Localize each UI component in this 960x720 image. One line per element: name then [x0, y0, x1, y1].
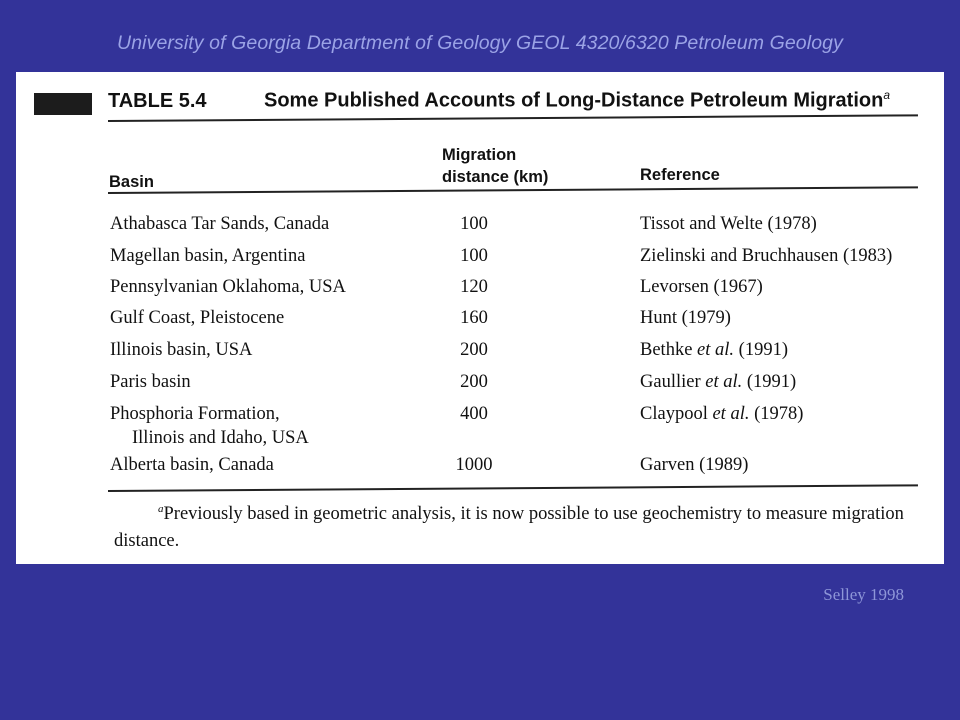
- reference-year: (1983): [838, 246, 893, 266]
- basin-name: Illinois basin, USA: [110, 340, 253, 360]
- basin-name: Gulf Coast, Pleistocene: [110, 308, 285, 328]
- basin-name: Magellan basin, Argentina: [110, 246, 306, 266]
- table-footnote: [114, 496, 934, 555]
- footnote-text: Previously based in geometric analysis, it is now possible to use geochemistry to measure migration distance.: [114, 504, 904, 552]
- table-row-basin: [110, 338, 252, 362]
- column-header-distance-line2: distance (km): [442, 168, 549, 186]
- table-row-reference: [640, 275, 763, 299]
- reference-et-al: et al.: [705, 372, 743, 392]
- reference-et-al: et al.: [697, 340, 735, 360]
- table-row-distance: 100: [460, 214, 488, 234]
- reference-author: Levorsen: [640, 277, 709, 297]
- basin-name: Pennsylvanian Oklahoma, USA: [110, 277, 346, 297]
- table-row-reference: [640, 212, 817, 236]
- column-header-basin: Basin: [109, 173, 154, 191]
- basin-name: Athabasca Tar Sands, Canada: [110, 214, 330, 234]
- reference-author: Tissot and Welte: [640, 214, 763, 234]
- table-row-distance: 120: [460, 277, 488, 297]
- reference-year: (1978): [762, 214, 817, 234]
- table-row-basin: [110, 306, 284, 330]
- table-row-distance: 160: [460, 308, 488, 328]
- table-row-basin: [110, 212, 329, 236]
- table-title-note-marker: a: [883, 88, 891, 102]
- table-row-distance: 400: [460, 404, 488, 424]
- reference-author: Claypool: [640, 404, 713, 424]
- column-header-distance-line1: Migration: [442, 146, 517, 164]
- table-title-text: Some Published Accounts of Long-Distance Petroleum Migration: [264, 89, 884, 112]
- footnote-marker: a: [158, 503, 164, 515]
- table-row-reference: [640, 244, 892, 268]
- reference-year: (1991): [742, 372, 797, 392]
- scanned-table-image: [16, 72, 944, 564]
- reference-author: Hunt: [640, 308, 677, 328]
- table-row-reference: [640, 370, 796, 394]
- reference-year: (1989): [694, 455, 749, 475]
- table-row-basin: [110, 275, 346, 299]
- reference-et-al: et al.: [712, 404, 750, 424]
- reference-year: (1991): [734, 340, 788, 360]
- reference-year: (1978): [749, 404, 804, 424]
- table-row-reference: [640, 402, 803, 426]
- basin-name: Alberta basin, Canada: [110, 455, 274, 475]
- table-row-basin: [110, 402, 309, 450]
- table-row-distance: 100: [460, 246, 488, 266]
- table-row-basin: [110, 244, 305, 268]
- basin-name-continued: Illinois and Idaho, USA: [132, 428, 309, 448]
- reference-year: (1979): [677, 308, 731, 328]
- table-row-reference: [640, 338, 788, 362]
- table-row-basin: [110, 370, 191, 394]
- reference-year: (1967): [708, 277, 763, 297]
- table-number: TABLE 5.4: [108, 90, 207, 112]
- slide-header: University of Georgia Department of Geology GEOL 4320/6320 Petroleum Geology: [117, 32, 843, 54]
- table-row-distance: 200: [460, 372, 488, 392]
- column-header-reference: Reference: [640, 166, 720, 184]
- table-row-basin: [110, 453, 274, 477]
- table-row-distance: 200: [460, 340, 488, 360]
- table-row-reference: [640, 306, 731, 330]
- table-row-reference: [640, 453, 748, 477]
- reference-author: Bethke: [640, 340, 698, 360]
- reference-author: Garven: [640, 455, 695, 475]
- reference-author: Zielinski and Bruchhausen: [640, 246, 839, 266]
- reference-author: Gaullier: [640, 372, 706, 392]
- basin-name: Phosphoria Formation,: [110, 404, 280, 424]
- basin-name: Paris basin: [110, 372, 191, 392]
- table-row-distance: 1000: [455, 455, 493, 475]
- source-credit: Selley 1998: [823, 585, 904, 604]
